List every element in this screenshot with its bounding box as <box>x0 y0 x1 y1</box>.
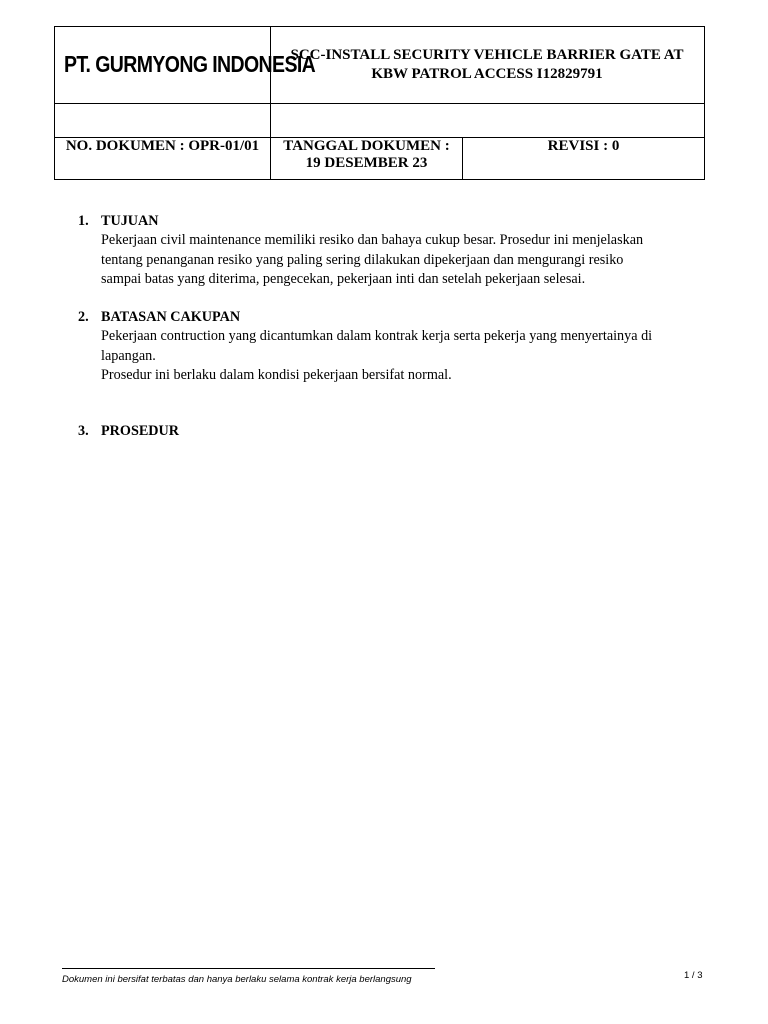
title-line: KBW PATROL ACCESS I12829791 <box>371 66 603 82</box>
document-title <box>270 27 704 103</box>
section-tujuan <box>78 212 708 289</box>
paragraph-line: tentang penanganan resiko yang paling sering dilakukan dipekerjaan dan mengurangi resiko <box>101 251 624 268</box>
paragraph-line: lapangan. <box>101 347 156 364</box>
section-number: 1. <box>78 213 89 229</box>
title-line: SCC-INSTALL SECURITY VEHICLE BARRIER GATE AT <box>290 47 684 63</box>
section-prosedur <box>78 422 708 441</box>
paragraph-line: Prosedur ini berlaku dalam kondisi pekerjaan bersifat normal. <box>101 367 452 384</box>
document-body <box>78 212 708 442</box>
section-heading: PROSEDUR <box>101 423 180 440</box>
paragraph-line: sampai batas yang diterima, pengecekan, pekerjaan inti dan setelah pekerjaan selesai. <box>101 270 586 287</box>
doc-revision-text: REVISI : 0 <box>547 138 620 154</box>
doc-revision <box>463 137 704 179</box>
footer-note: Dokumen ini bersifat terbatas dan hanya berlaku selama kontrak kerja berlangsung <box>62 974 412 985</box>
section-heading: TUJUAN <box>101 213 159 229</box>
section-batasan-cakupan <box>78 308 708 385</box>
doc-number-text: NO. DOKUMEN : OPR-01/01 <box>65 138 260 154</box>
paragraph-line: Pekerjaan contruction yang dicantumkan dalam kontrak kerja serta pekerja yang menyertainya di <box>101 328 653 345</box>
company-logo <box>55 27 316 103</box>
doc-date-label: TANGGAL DOKUMEN : <box>283 138 450 154</box>
paragraph-line: Pekerjaan civil maintenance memiliki resiko dan bahaya cukup besar. Prosedur ini menjelaskan <box>101 232 644 249</box>
section-heading: BATASAN CAKUPAN <box>101 309 241 326</box>
section-number: 2. <box>78 309 89 326</box>
page-number: 1 / 3 <box>684 970 703 981</box>
section-paragraph <box>101 231 708 289</box>
doc-date-value: 19 DESEMBER 23 <box>305 155 428 171</box>
document-header-table <box>54 26 705 180</box>
footer-rule <box>62 968 435 969</box>
section-paragraph <box>101 327 708 385</box>
doc-number <box>55 137 270 179</box>
section-number: 3. <box>78 423 89 440</box>
doc-date <box>271 137 462 179</box>
company-name: PT. GURMYONG INDONESIA <box>64 51 316 78</box>
header-divider <box>55 103 704 104</box>
